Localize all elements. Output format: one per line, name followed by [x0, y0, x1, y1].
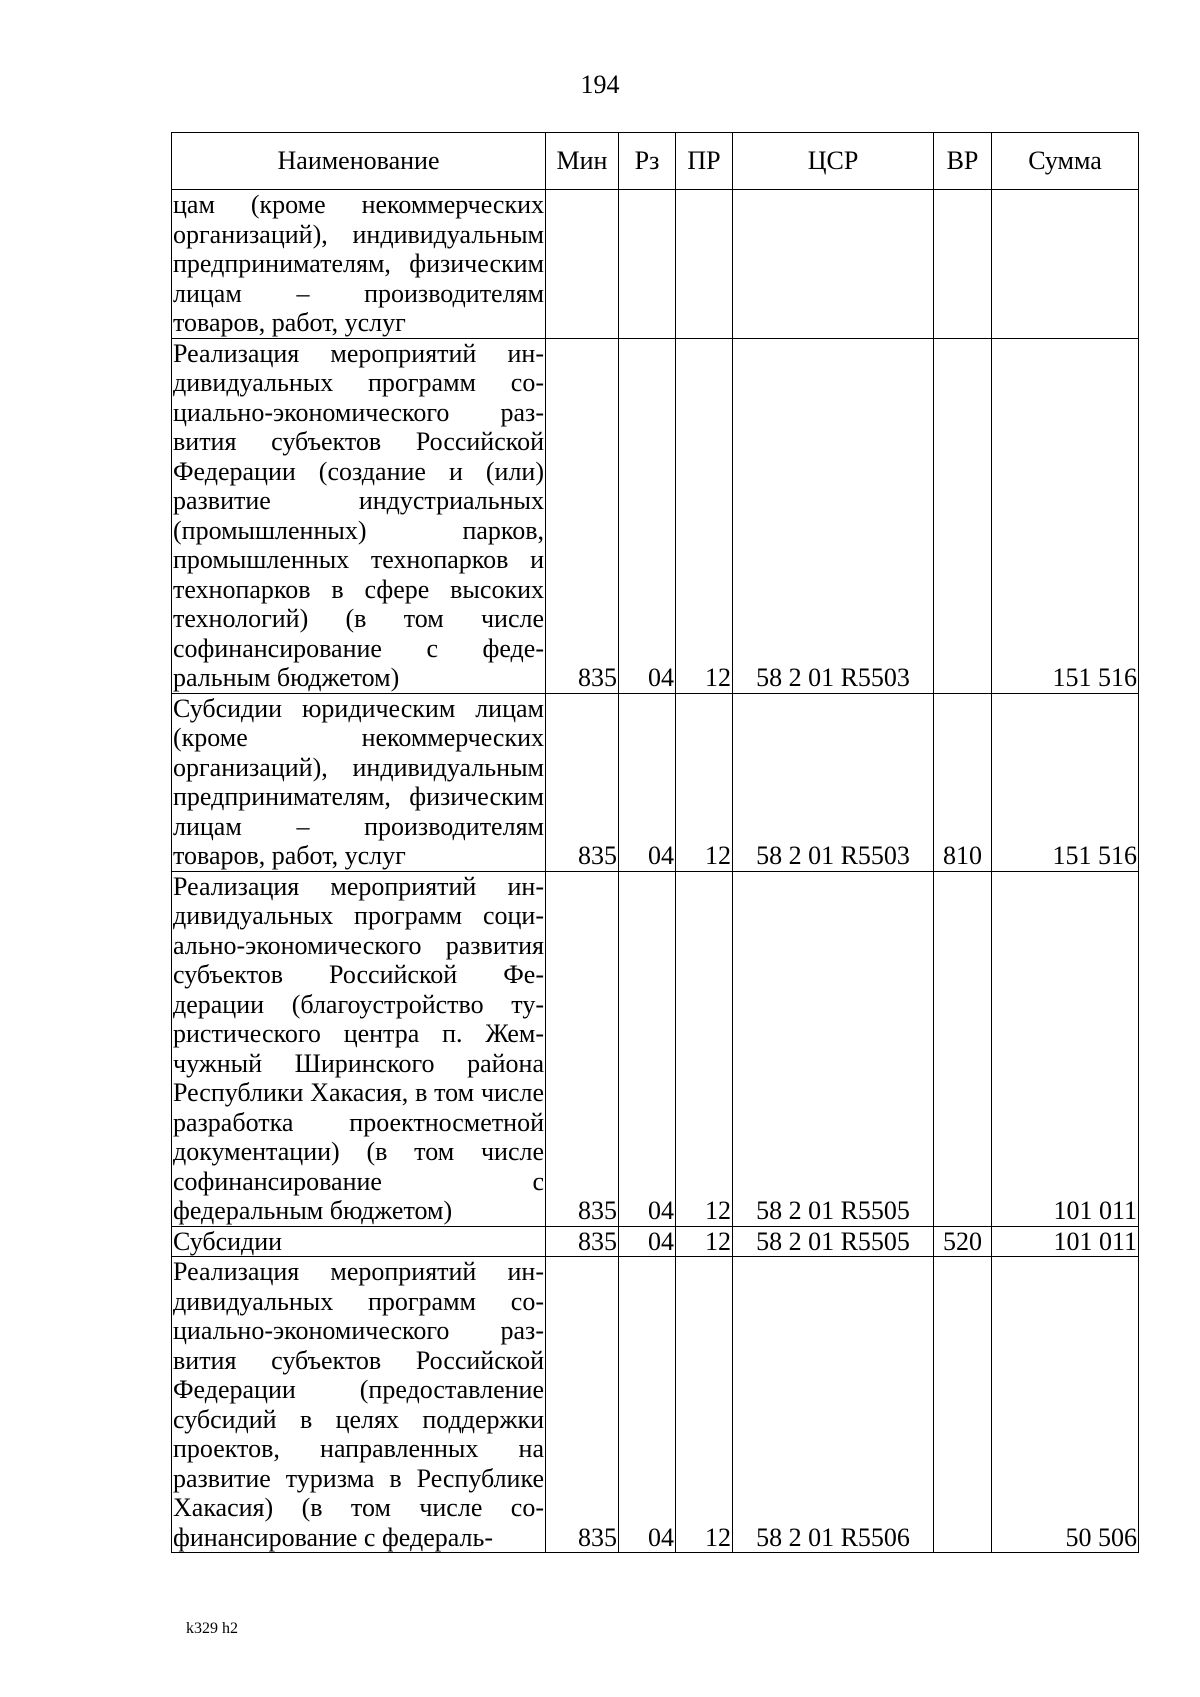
row-vr: 810 [934, 693, 992, 871]
footer-code: k329 h2 [186, 1620, 238, 1637]
row-pr: 12 [676, 693, 733, 871]
row-name: Реализация мероприятий индивидуальных программ социально-экономического развития субъектов Российской Федерации (предоставление субсидий в целях поддержки проектов, направленных на развитие туризма в Республике Хакасия) (в том числе софинансирование с федераль- [173, 1257, 544, 1552]
budget-table [171, 132, 1139, 1553]
header-csr: ЦСР [733, 133, 934, 190]
page-number: 194 [580, 70, 620, 99]
row-name: Субсидии [172, 1226, 546, 1257]
row-pr: 12 [676, 1257, 733, 1553]
row-pr [676, 190, 733, 339]
row-vr [934, 190, 992, 339]
row-min: 835 [546, 1257, 619, 1553]
row-min: 835 [546, 1226, 619, 1257]
row-rz: 04 [619, 1226, 676, 1257]
row-pr: 12 [676, 871, 733, 1226]
row-rz: 04 [619, 338, 676, 693]
header-sum: Сумма [992, 133, 1139, 190]
row-rz: 04 [619, 1257, 676, 1553]
row-min: 835 [546, 693, 619, 871]
row-name: Реализация мероприятий индивидуальных программ социально-экономического развития субъектов Российской Федерации (благоустройство туристического центра п. Жемчужный Ширинского района Республики Хакасия, в том числе разработка проектносметной документации) (в том числе софинансирование с федеральным бюджетом) [173, 871, 544, 1225]
row-sum [992, 190, 1139, 339]
row-pr: 12 [676, 1226, 733, 1257]
table-row [172, 1257, 1139, 1553]
row-name: Реализация мероприятий индивидуальных программ социально-экономического развития субъектов Российской Федерации (создание и (или) развитие индустриальных (промышленных) парков, промышленных технопарков и технопарков в сфере высоких технологий) (в том числе софинансирование с федеральным бюджетом) [173, 338, 544, 692]
row-sum: 151 516 [992, 693, 1139, 871]
header-name: Наименование [172, 133, 546, 190]
row-rz [619, 190, 676, 339]
row-csr: 58 2 01 R5503 [733, 693, 934, 871]
row-vr: 520 [934, 1226, 992, 1257]
row-name: цам (кроме некоммерческих организаций), индивидуальным предпринимателям, физическим лицам – производителям товаров, работ, услуг [173, 190, 544, 337]
row-vr [934, 1257, 992, 1553]
row-sum: 101 011 [992, 1226, 1139, 1257]
row-name: Субсидии юридическим лицам (кроме некоммерческих организаций), индивидуальным предпринимателям, физическим лицам – производителям товаров, работ, услуг [173, 693, 544, 870]
row-csr: 58 2 01 R5503 [733, 338, 934, 693]
row-rz: 04 [619, 693, 676, 871]
row-csr: 58 2 01 R5505 [733, 1226, 934, 1257]
row-vr [934, 338, 992, 693]
row-pr: 12 [676, 338, 733, 693]
header-rz: Рз [619, 133, 676, 190]
row-sum: 151 516 [992, 338, 1139, 693]
table-row [172, 871, 1139, 1226]
header-pr: ПР [676, 133, 733, 190]
table-header-row [172, 133, 1139, 190]
table-row [172, 190, 1139, 339]
row-min: 835 [546, 338, 619, 693]
header-vr: ВР [934, 133, 992, 190]
row-csr: 58 2 01 R5506 [733, 1257, 934, 1553]
row-min [546, 190, 619, 339]
row-sum: 50 506 [992, 1257, 1139, 1553]
row-csr: 58 2 01 R5505 [733, 871, 934, 1226]
row-csr [733, 190, 934, 339]
row-min: 835 [546, 871, 619, 1226]
table-row [172, 1226, 1139, 1257]
row-rz: 04 [619, 871, 676, 1226]
header-min: Мин [546, 133, 619, 190]
row-vr [934, 871, 992, 1226]
table-row [172, 693, 1139, 871]
row-sum: 101 011 [992, 871, 1139, 1226]
table-row [172, 338, 1139, 693]
